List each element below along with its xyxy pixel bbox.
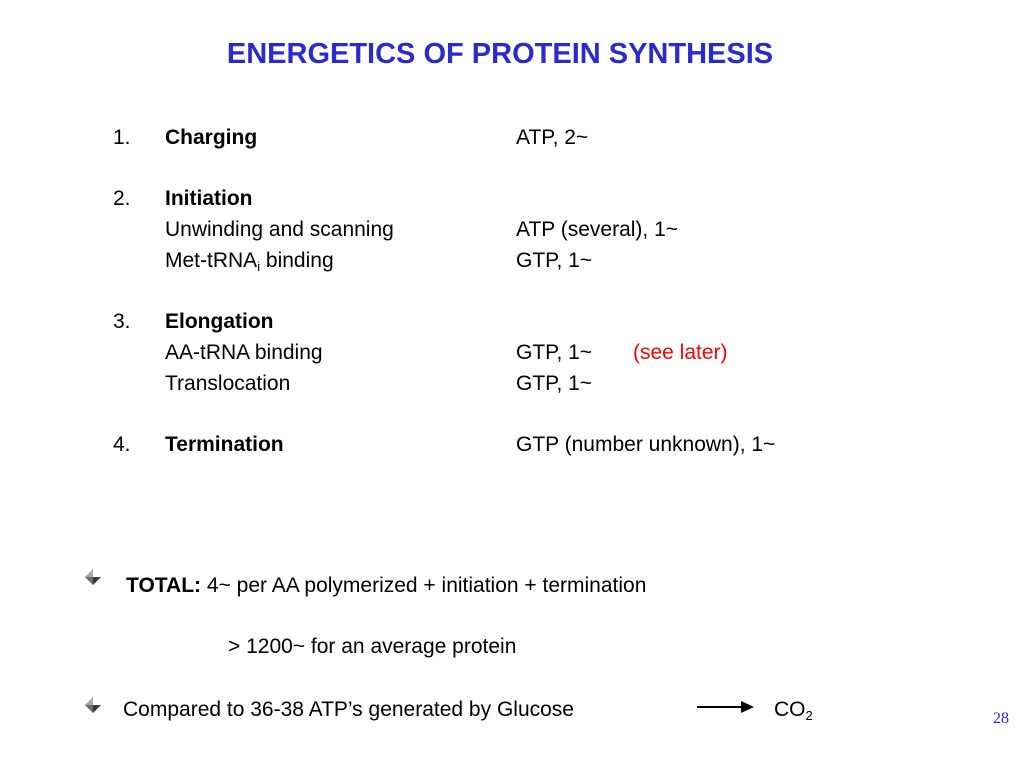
step-3-number: 3. <box>113 310 131 333</box>
step-1-number: 1. <box>113 126 131 149</box>
step-2-sub-2-label: Met-tRNA$_i$ binding <box>165 249 334 274</box>
step-3-sub-2-label: Translocation <box>165 372 291 395</box>
total-text: 4~ per AA polymerized + initiation + termination <box>206 574 647 597</box>
page-title: ENERGETICS OF PROTEIN SYNTHESIS <box>226 38 774 70</box>
step-2-sub-1-cost: ATP (several), 1~ <box>516 218 679 241</box>
compare-product: $CO_2$ <box>774 698 813 723</box>
diamond-bullet-icon <box>85 697 101 713</box>
diamond-bullet-icon <box>85 569 101 585</box>
step-3-sub-1-note: (see later) <box>633 341 728 364</box>
page-number: 28 <box>993 710 1009 727</box>
step-1-label: Charging <box>165 126 258 149</box>
step-4-number: 4. <box>113 433 131 456</box>
total-line <box>126 574 646 598</box>
step-2-sub-2-cost: GTP, 1~ <box>516 249 593 272</box>
step-1-cost: ATP, 2~ <box>516 126 589 149</box>
step-2-label: Initiation <box>165 187 253 210</box>
total-line-2: > 1200~ for an average protein <box>228 635 517 658</box>
arrow-right-icon <box>697 700 755 714</box>
step-3-label: Elongation <box>165 310 274 333</box>
step-3-sub-2-cost: GTP, 1~ <box>516 372 593 395</box>
total-label: TOTAL: <box>126 574 202 597</box>
step-3-sub-1-label: AA-tRNA binding <box>165 341 323 364</box>
compare-text: Compared to 36-38 ATP’s generated by Glucose <box>123 698 574 721</box>
step-4-cost: GTP (number unknown), 1~ <box>516 433 776 456</box>
step-2-number: 2. <box>113 187 131 210</box>
step-2-sub-1-label: Unwinding and scanning <box>165 218 394 241</box>
step-3-sub-1-cost: GTP, 1~ <box>516 341 593 364</box>
step-4-label: Termination <box>165 433 284 456</box>
